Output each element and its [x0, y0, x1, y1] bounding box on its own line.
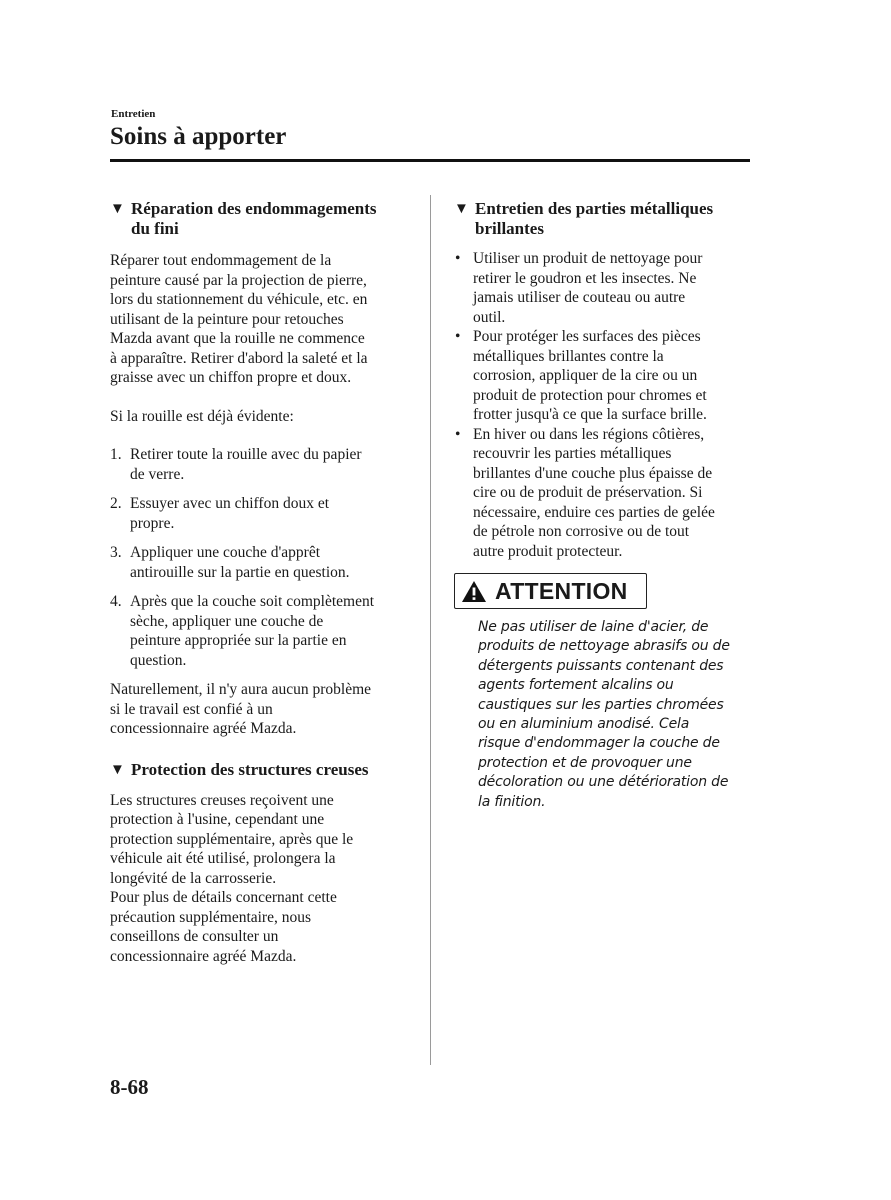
metal-heading-line1: Entretien des parties métalliques — [475, 199, 714, 218]
text-line: risque d'endommager la couche de — [478, 735, 720, 752]
text-line: outil. — [473, 308, 506, 326]
text-line: Les structures creuses reçoivent une — [110, 791, 334, 809]
step-item — [110, 445, 410, 484]
text-line: autre produit protecteur. — [473, 542, 623, 560]
text-line: question. — [130, 651, 187, 669]
text-line: Utiliser un produit de nettoyage pour — [473, 250, 703, 267]
bullet-item — [454, 327, 750, 425]
section-label: Entretien — [111, 108, 156, 120]
text-line: jamais utiliser de couteau ou autre — [473, 289, 686, 306]
text-line: Après que la couche soit complètement — [130, 593, 375, 610]
triangle-bullet-icon: ▼ — [110, 761, 125, 778]
text-line: caustiques sur les parties chromées — [478, 696, 724, 713]
text-line: brillantes d'une couche plus épaisse de — [473, 464, 713, 482]
text-line: métalliques brillantes contre la — [473, 347, 664, 365]
text-line: protection et de provoquer une — [478, 754, 692, 771]
bullet-item — [454, 425, 750, 562]
text-line: Pour plus de détails concernant cette — [110, 889, 337, 906]
text-line: graisse avec un chiffon propre et doux. — [110, 369, 352, 386]
text-line: à apparaître. Retirer d'abord la saleté et la — [110, 349, 368, 367]
text-line: Mazda avant que la rouille ne commence — [110, 330, 365, 347]
page-number: 8-68 — [110, 1075, 149, 1099]
text-line: utilisant de la peinture pour retouches — [110, 310, 344, 328]
cavity-heading — [110, 760, 410, 780]
left-column — [110, 199, 410, 966]
triangle-bullet-icon: ▼ — [110, 201, 125, 217]
text-line: produit de protection pour chromes et — [473, 386, 707, 404]
text-line: conseillons de consulter un — [110, 928, 279, 945]
text-line: longévité de la carrosserie. — [110, 869, 277, 887]
repair-heading — [110, 199, 410, 239]
text-line: frotter jusqu'à ce que la surface brille. — [473, 406, 707, 423]
repair-closing — [110, 680, 410, 739]
text-line: retirer le goudron et les insectes. Ne — [473, 269, 697, 287]
text-line: Appliquer une couche d'apprêt — [130, 544, 321, 561]
text-line: Pour protéger les surfaces des pièces — [473, 328, 701, 345]
text-line: de verre. — [130, 465, 185, 483]
repair-heading-line1: Réparation des endommagements — [131, 199, 377, 218]
text-line: antirouille sur la partie en question. — [130, 563, 350, 581]
text-line: ou en aluminium anodisé. Cela — [478, 716, 690, 733]
metal-heading — [454, 199, 750, 239]
text-line: protection à l'usine, cependant une — [110, 811, 325, 828]
text-line: la finition. — [478, 793, 546, 810]
text-line: concessionnaire agréé Mazda. — [110, 947, 297, 965]
text-line: Réparer tout endommagement de la — [110, 252, 332, 269]
text-line: Naturellement, il n'y aura aucun problème — [110, 681, 372, 698]
page-title: Soins à apporter — [110, 123, 287, 150]
bullet-dot-icon: • — [455, 328, 461, 345]
warning-triangle-icon — [461, 580, 487, 603]
repair-heading-line2: du fini — [131, 219, 179, 238]
attention-text — [478, 618, 753, 812]
repair-steps — [110, 445, 410, 670]
text-line: protection supplémentaire, après que le — [110, 830, 354, 848]
header-rule — [110, 159, 750, 162]
rust-note: Si la rouille est déjà évidente: — [110, 407, 294, 425]
step-item — [110, 543, 410, 582]
triangle-bullet-icon: ▼ — [454, 201, 469, 217]
text-line: nécessaire, enduire ces parties de gelée — [473, 503, 715, 521]
text-line: Retirer toute la rouille avec du papier — [130, 446, 362, 463]
text-line: En hiver ou dans les régions côtières, — [473, 425, 705, 443]
text-line: de pétrole non corrosive ou de tout — [473, 523, 690, 540]
step-number: 4. — [110, 593, 122, 610]
text-line: concessionnaire agréé Mazda. — [110, 720, 297, 737]
text-line: corrosion, appliquer de la cire ou un — [473, 367, 698, 384]
step-number: 3. — [110, 544, 122, 561]
attention-block — [454, 573, 750, 812]
cavity-heading-text: Protection des structures creuses — [131, 759, 369, 779]
bullet-dot-icon: • — [455, 250, 461, 267]
bullet-item — [454, 249, 750, 327]
column-divider — [430, 195, 431, 1065]
cavity-text — [110, 791, 410, 967]
text-line: recouvrir les parties métalliques — [473, 445, 672, 462]
right-column — [454, 199, 750, 812]
text-line: si le travail est confié à un — [110, 700, 273, 718]
text-line: Essuyer avec un chiffon doux et — [130, 495, 330, 512]
text-line: lors du stationnement du véhicule, etc. en — [110, 291, 368, 308]
text-line: produits de nettoyage abrasifs ou de — [478, 638, 730, 655]
step-number: 1. — [110, 446, 122, 463]
text-line: propre. — [130, 514, 175, 532]
text-line: véhicule ait été utilisé, prolongera la — [110, 850, 336, 867]
bullet-dot-icon: • — [455, 425, 461, 443]
step-item — [110, 494, 410, 533]
repair-intro — [110, 251, 410, 388]
text-line: cire ou de produit de préservation. Si — [473, 484, 703, 501]
text-line: détergents puissants contenant des — [478, 657, 724, 674]
step-number: 2. — [110, 495, 122, 512]
text-line: décoloration ou une détérioration de — [478, 774, 729, 791]
text-line: sèche, appliquer une couche de — [130, 612, 324, 630]
text-line: peinture appropriée sur la partie en — [130, 632, 347, 649]
text-line: agents fortement alcalins ou — [478, 677, 674, 694]
text-line: précaution supplémentaire, nous — [110, 908, 312, 926]
step-item — [110, 592, 410, 670]
text-line: Ne pas utiliser de laine d'acier, de — [478, 619, 709, 635]
attention-label: ATTENTION — [495, 577, 628, 604]
metal-heading-line2: brillantes — [475, 219, 544, 238]
text-line: peinture causé par la projection de pierre, — [110, 271, 367, 289]
metal-bullets — [454, 249, 750, 561]
attention-header — [454, 573, 647, 609]
